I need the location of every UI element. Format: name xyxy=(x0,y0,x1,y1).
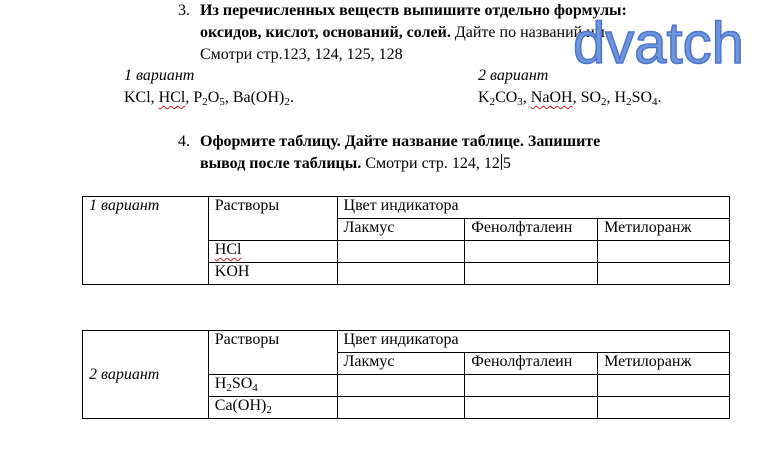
variant1-formulas: KCl, HCl, $P_2O_5$, $Ba(OH)_2$. xyxy=(124,89,294,108)
table1-solutions-header: Растворы xyxy=(208,197,337,241)
table-cell-empty[interactable] xyxy=(598,375,730,397)
indicator-table-variant2 xyxy=(82,330,730,419)
table-cell-empty[interactable] xyxy=(337,375,465,397)
table1-indicator-phenolphthalein: Фенолфталеин xyxy=(465,219,598,241)
task4-line2 xyxy=(200,153,511,175)
table2-row-solution: $H_2SO_4$ xyxy=(208,375,337,397)
task4-heading xyxy=(200,131,600,153)
variant2-formulas: $K_2CO_3$, NaOH, $SO_2$, $H_2SO_4$. xyxy=(478,89,662,108)
table-cell-empty[interactable] xyxy=(465,375,598,397)
table1-row-solution: KOH xyxy=(208,263,337,285)
indicator-table-variant1 xyxy=(82,196,730,285)
table2-solutions-header: Растворы xyxy=(208,331,337,375)
task3-bold-line1: Из перечисленных веществ выпишите отдельно формулы: xyxy=(200,2,627,19)
task4-tail-a: Смотри стр. 124, 12 xyxy=(361,155,500,172)
table2-indicator-litmus: Лакмус xyxy=(337,353,465,375)
table1-indicator-methyl-orange: Метилоранж xyxy=(598,219,730,241)
task3-heading xyxy=(200,0,627,22)
table-cell-empty[interactable] xyxy=(465,241,598,263)
table1-variant-label: 1 вариант xyxy=(83,197,209,285)
table1-row-solution: HCl xyxy=(208,241,337,263)
table-cell-empty[interactable] xyxy=(465,397,598,419)
table2-indicator-phenolphthalein: Фенолфталеин xyxy=(465,353,598,375)
watermark-logo: dvatch xyxy=(573,11,744,76)
task4-number: 4. xyxy=(178,133,190,150)
table2-row-solution: $Ca(OH)_2$ xyxy=(208,397,337,419)
table-cell-empty[interactable] xyxy=(598,241,730,263)
task3-line2 xyxy=(200,22,609,44)
table-cell-empty[interactable] xyxy=(598,263,730,285)
task3-normal-tail: Дайте по названий им. xyxy=(450,24,609,41)
table-cell-empty[interactable] xyxy=(598,397,730,419)
naoh-formula: NaOH xyxy=(530,89,573,106)
table-cell-empty[interactable] xyxy=(337,241,465,263)
task4-bold-line1: Оформите таблицу. Дайте название таблице. Запишите xyxy=(200,133,601,150)
task4-tail-b: 5 xyxy=(502,155,511,172)
task4-bold-line2: вывод после таблицы. xyxy=(200,155,362,172)
table1-indicator-litmus: Лакмус xyxy=(337,219,465,241)
task3-page-refs: Смотри стр.123, 124, 125, 128 xyxy=(200,46,403,63)
text-cursor xyxy=(501,154,502,170)
hcl-formula: HCl xyxy=(158,89,186,106)
table1-indicator-header: Цвет индикатора xyxy=(337,197,729,219)
table-cell-empty[interactable] xyxy=(337,263,465,285)
table2-variant-label: 2 вариант xyxy=(83,331,209,419)
table-cell-empty[interactable] xyxy=(337,397,465,419)
table-cell-empty[interactable] xyxy=(465,263,598,285)
variant1-label: 1 вариант xyxy=(124,67,195,84)
task3-bold-line2: оксидов, кислот, оснований, солей. xyxy=(200,24,451,41)
table2-indicator-header: Цвет индикатора xyxy=(337,331,729,353)
table2-indicator-methyl-orange: Метилоранж xyxy=(598,353,730,375)
variant2-label: 2 вариант xyxy=(478,67,549,84)
task3-number: 3. xyxy=(178,2,190,19)
